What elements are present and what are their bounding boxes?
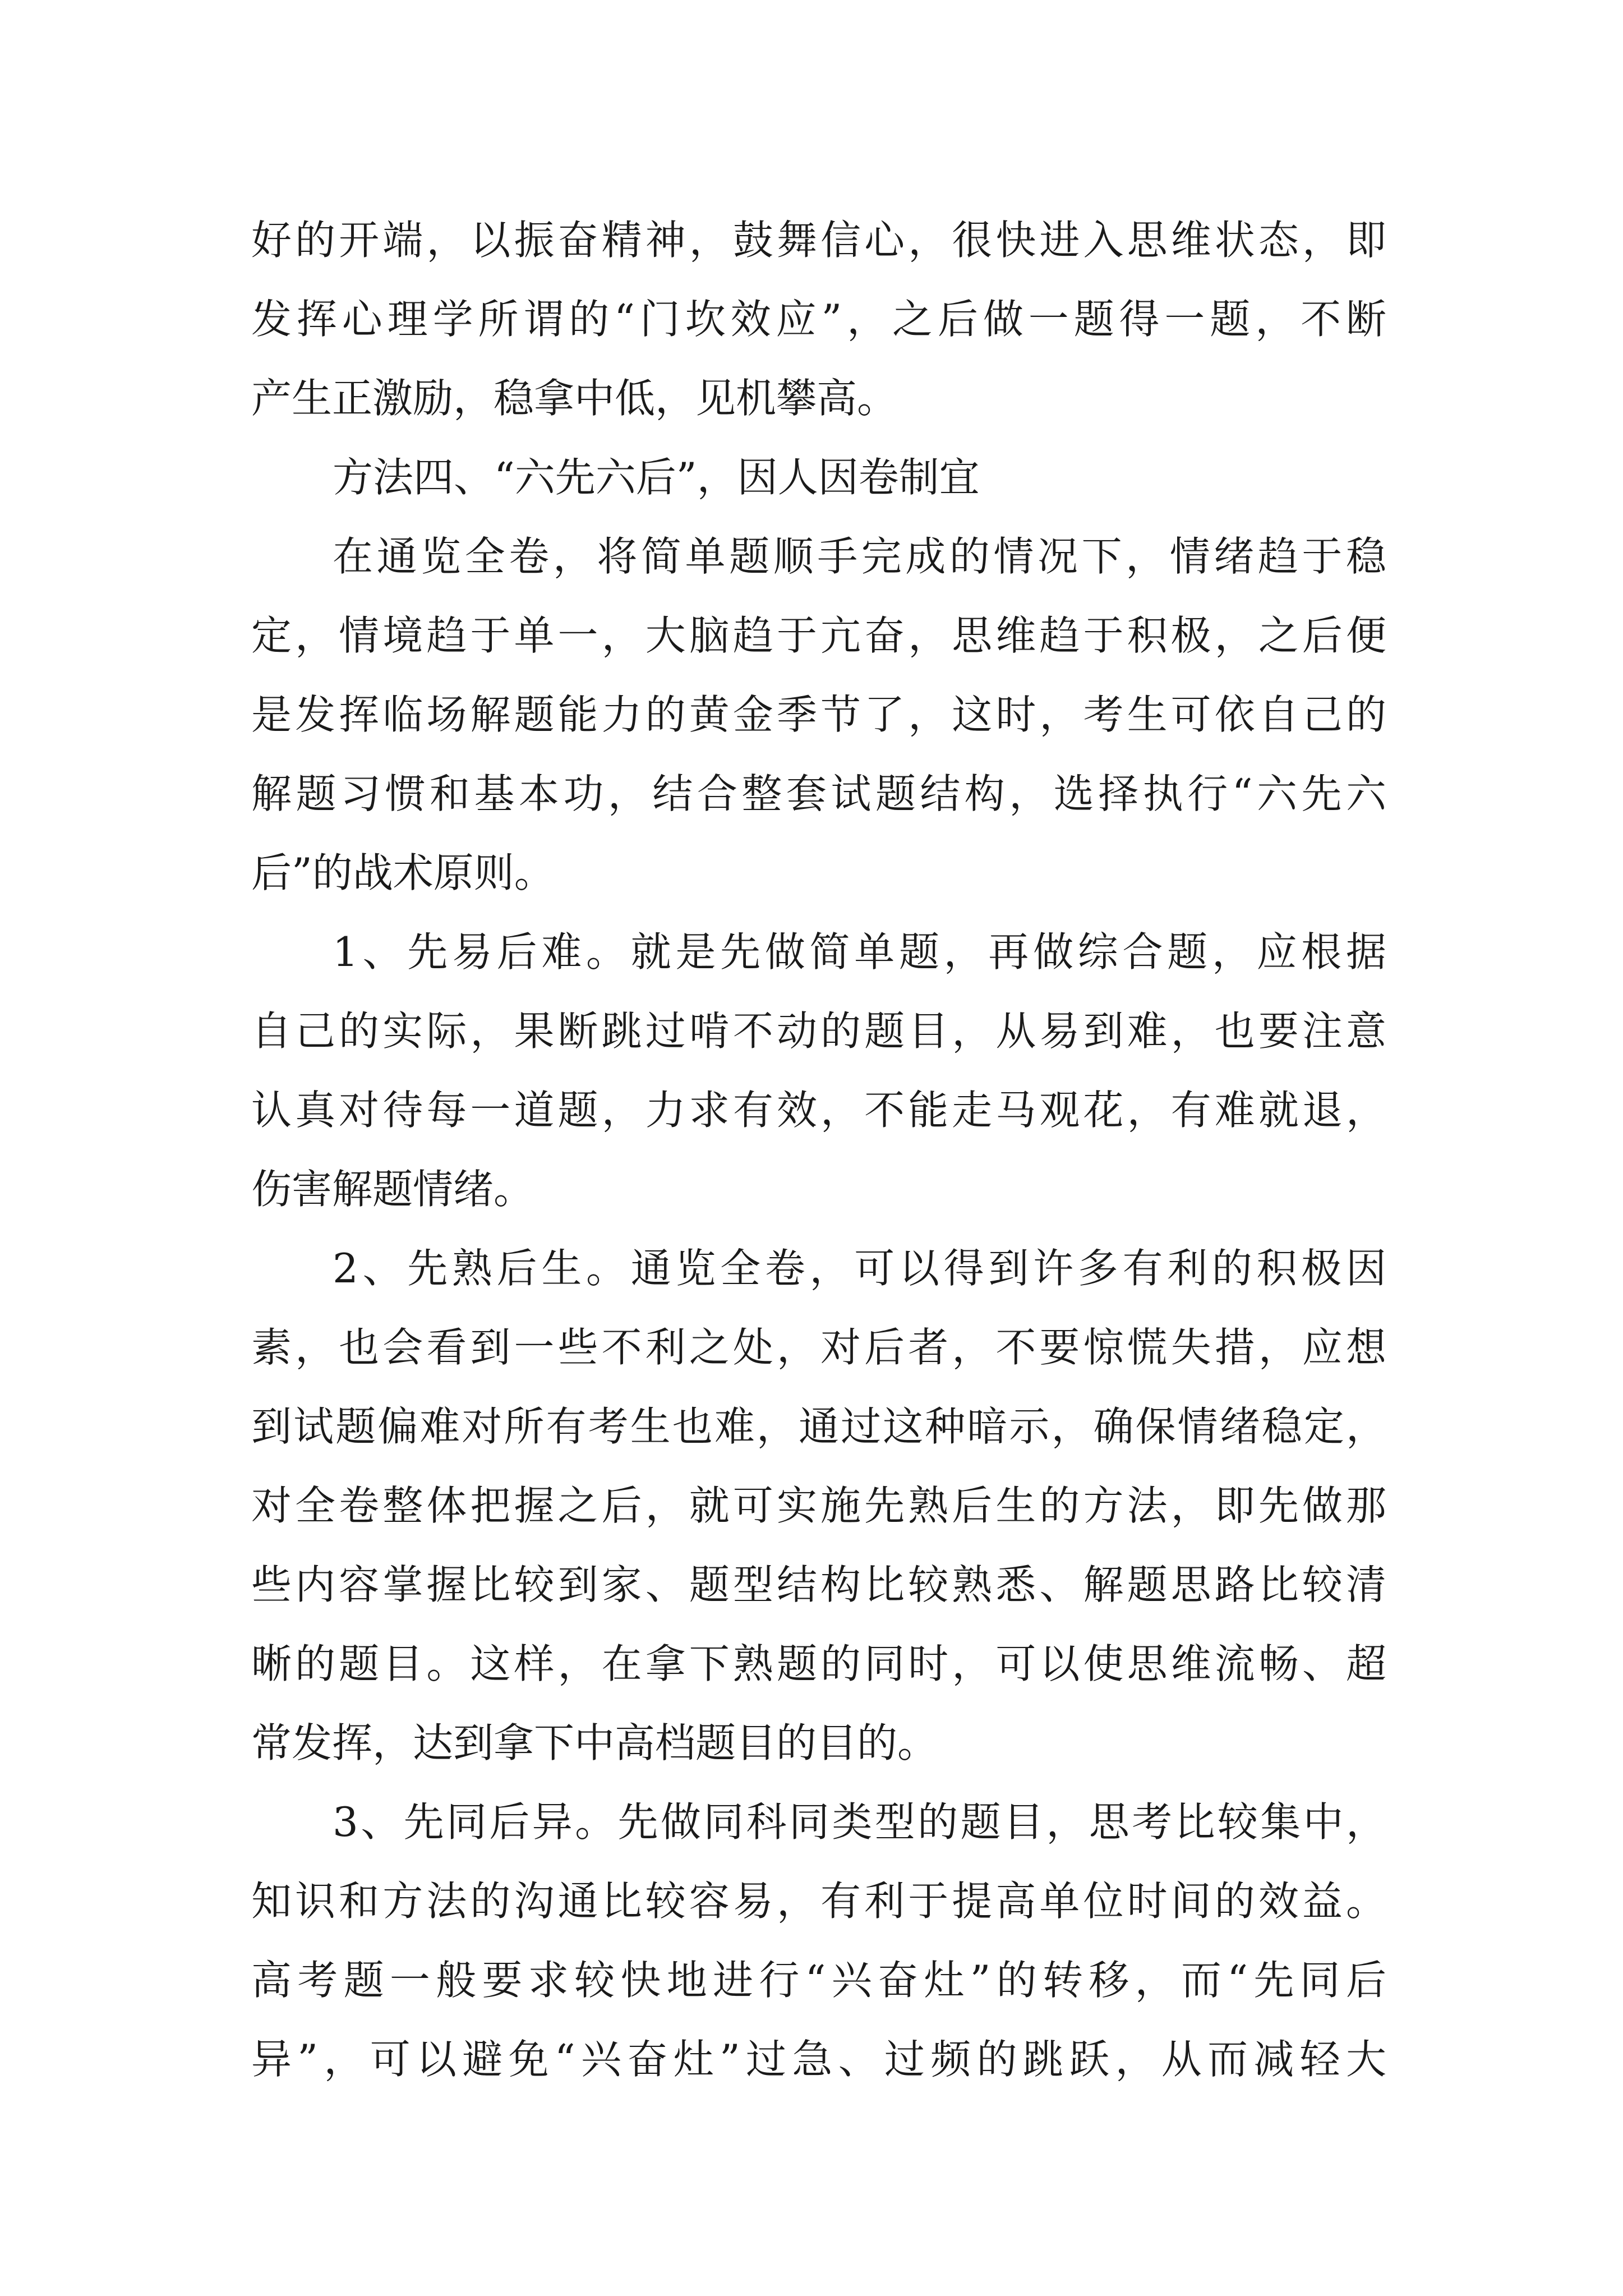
paragraph xyxy=(251,201,1386,438)
text-line: 伤害解题情绪。 xyxy=(251,1166,534,1213)
paragraph xyxy=(251,913,1386,1229)
paragraph xyxy=(251,517,1386,913)
text-line: 知识和方法的沟通比较容易，有利于提高单位时间的效益。 xyxy=(251,1878,1386,1925)
text-line: 异”，可以避免“兴奋灶”过急、过频的跳跃，从而减轻大 xyxy=(251,2036,1386,2083)
text-line: 素，也会看到一些不利之处，对后者，不要惊慌失措，应想 xyxy=(251,1324,1386,1371)
text-line: 好的开端，以振奋精神，鼓舞信心，很快进入思维状态，即 xyxy=(251,217,1386,264)
body-text xyxy=(251,201,1386,2099)
text-line: 在通览全卷，将简单题顺手完成的情况下，情绪趋于稳 xyxy=(333,533,1386,580)
section-heading xyxy=(251,438,1386,517)
text-line: 是发挥临场解题能力的黄金季节了，这时，考生可依自己的 xyxy=(251,691,1386,738)
text-line: 方法四、“六先六后”，因人因卷制宜 xyxy=(333,454,980,501)
text-line: 1、先易后难。就是先做简单题，再做综合题，应根据 xyxy=(333,928,1386,976)
text-line: 自己的实际，果断跳过啃不动的题目，从易到难，也要注意 xyxy=(251,1007,1386,1055)
text-line: 3、先同后异。先做同科同类型的题目，思考比较集中， xyxy=(333,1798,1386,1846)
paragraph xyxy=(251,1783,1386,2099)
text-line: 些内容掌握比较到家、题型结构比较熟悉、解题思路比较清 xyxy=(251,1561,1386,1608)
text-line: 认真对待每一道题，力求有效，不能走马观花，有难就退， xyxy=(251,1087,1386,1134)
text-line: 解题习惯和基本功，结合整套试题结构，选择执行“六先六 xyxy=(251,770,1386,817)
text-line: 发挥心理学所谓的“门坎效应”，之后做一题得一题，不断 xyxy=(251,296,1386,343)
text-line: 定，情境趋于单一，大脑趋于亢奋，思维趋于积极，之后便 xyxy=(251,612,1386,659)
text-line: 产生正激励，稳拿中低，见机攀高。 xyxy=(251,375,898,422)
text-line: 后”的战术原则。 xyxy=(251,849,555,896)
text-line: 常发挥，达到拿下中高档题目的目的。 xyxy=(251,1719,938,1766)
text-line: 晰的题目。这样，在拿下熟题的同时，可以使思维流畅、超 xyxy=(251,1640,1386,1687)
text-line: 2、先熟后生。通览全卷，可以得到许多有利的积极因 xyxy=(333,1245,1386,1292)
text-line: 对全卷整体把握之后，就可实施先熟后生的方法，即先做那 xyxy=(251,1482,1386,1529)
paragraph xyxy=(251,1229,1386,1783)
text-line: 高考题一般要求较快地进行“兴奋灶”的转移，而“先同后 xyxy=(251,1957,1386,2004)
text-line: 到试题偏难对所有考生也难，通过这种暗示，确保情绪稳定， xyxy=(251,1403,1386,1450)
